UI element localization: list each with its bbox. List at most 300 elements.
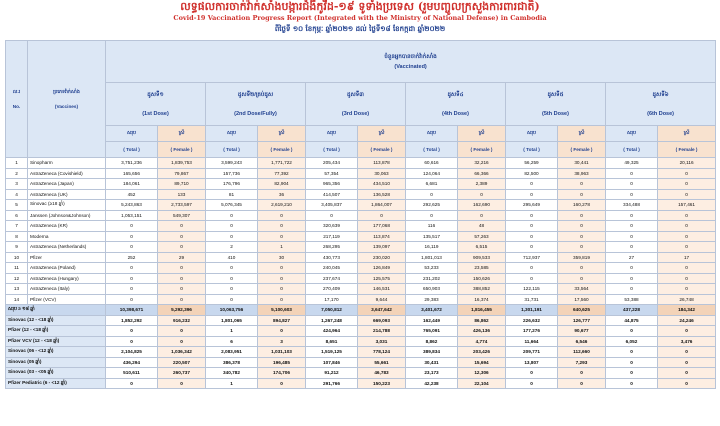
female-cell: 177,068 [358, 221, 406, 232]
female-cell: 0 [658, 273, 716, 284]
female-cell: 82,904 [258, 179, 306, 190]
total-cell: 240,045 [306, 263, 358, 274]
vaccine-name: Pfizer Pediatric (6 - <12 ឆ្នាំ) [6, 378, 106, 389]
female-cell: 1,031,103 [258, 347, 306, 358]
female-label-dose5: ស្រី [558, 126, 606, 142]
female-cell: 0 [258, 231, 306, 242]
total-cell: 7,050,812 [306, 305, 358, 316]
female-cell: 23,585 [458, 263, 506, 274]
total-cell: 0 [106, 242, 158, 253]
female-cell: 0 [158, 242, 206, 253]
female-cell: 778,124 [358, 347, 406, 358]
row-number: 5 [6, 200, 28, 211]
dose2-header: ដូសទី២/គ្រប់ដូស (2nd Dose/Fully) [206, 83, 306, 126]
female-cell: 86,862 [458, 315, 506, 326]
female-cell: 0 [558, 210, 606, 221]
table-row [6, 347, 716, 358]
total-cell: 1,801,013 [406, 252, 458, 263]
female-cell: 7,293 [558, 357, 606, 368]
female-cell: 17 [658, 252, 716, 263]
female-cell: 12,306 [458, 368, 506, 379]
female-label-en-dose6: ( Female ) [658, 142, 716, 158]
total-cell: 0 [206, 221, 258, 232]
total-cell: 965,356 [306, 179, 358, 190]
female-cell: 17,560 [558, 294, 606, 305]
total-cell: 2 [206, 242, 258, 253]
female-cell: 0 [558, 221, 606, 232]
female-cell: 24,246 [658, 315, 716, 326]
total-cell: 3,599,243 [206, 158, 258, 169]
total-cell: 8,862 [406, 336, 458, 347]
table-row [6, 336, 716, 347]
vaccine-name: AstraZeneca (UK) [28, 189, 106, 200]
total-cell: 0 [606, 179, 658, 190]
total-cell: 6,681 [406, 179, 458, 190]
dose5-header: ដូសទី៥ (5th Dose) [506, 83, 606, 126]
female-cell: 30,063 [358, 168, 406, 179]
total-cell: 44,875 [606, 315, 658, 326]
female-cell: 6,546 [558, 336, 606, 347]
female-cell: 214,788 [358, 326, 406, 337]
total-cell: 320,639 [306, 221, 358, 232]
female-cell: 1,771,722 [258, 158, 306, 169]
total-cell: 0 [406, 210, 458, 221]
row-number: 11 [6, 263, 28, 274]
total-cell: 1 [206, 326, 258, 337]
female-cell: 133 [158, 189, 206, 200]
table-row [6, 273, 716, 284]
total-cell: 0 [606, 242, 658, 253]
table-row [6, 284, 716, 295]
no-header: ល.រ No. [6, 41, 28, 158]
table-head [6, 41, 716, 158]
total-cell: 1,267,248 [306, 315, 358, 326]
female-cell: 5,100,603 [258, 305, 306, 316]
vaccine-name: Pfizer (12 - <18 ឆ្នាំ) [6, 326, 106, 337]
female-cell: 36 [258, 189, 306, 200]
female-cell: 0 [158, 231, 206, 242]
total-cell: 16,119 [406, 242, 458, 253]
total-cell: 0 [106, 378, 158, 389]
total-cell: 765,091 [406, 326, 458, 337]
female-cell: 230,020 [358, 252, 406, 263]
vaccine-name: AstraZeneca (Poland) [28, 263, 106, 274]
dose3-header: ដូសទី៣ (3rd Dose) [306, 83, 406, 126]
female-cell: 0 [658, 168, 716, 179]
total-cell: 0 [206, 284, 258, 295]
total-cell: 3,751,236 [106, 158, 158, 169]
row-number: 13 [6, 284, 28, 295]
total-cell: 0 [506, 189, 558, 200]
total-label-en-dose4: ( Total ) [406, 142, 458, 158]
female-cell: 162,690 [458, 200, 506, 211]
total-cell: 0 [506, 221, 558, 232]
female-cell: 434,510 [358, 179, 406, 190]
table-row [6, 168, 716, 179]
female-cell: 0 [658, 347, 716, 358]
total-cell: 0 [206, 263, 258, 274]
total-cell: 436,294 [106, 357, 158, 368]
total-cell: 1,053,151 [106, 210, 158, 221]
total-label-dose2: សរុប [206, 126, 258, 142]
female-cell: 125,575 [358, 273, 406, 284]
total-cell: 0 [306, 210, 358, 221]
total-cell: 162,449 [406, 315, 458, 326]
female-cell: 30 [258, 252, 306, 263]
row-number: 7 [6, 221, 28, 232]
total-cell: 0 [206, 210, 258, 221]
total-cell: 57,354 [306, 168, 358, 179]
total-cell: 1,852,292 [106, 315, 158, 326]
female-label-en-dose4: ( Female ) [458, 142, 506, 158]
female-cell: 0 [658, 284, 716, 295]
date-range: ពីថ្ងៃទី ១០ ខែកុម្ភៈ ឆ្នាំ២០២១ ដល់ ថ្ងៃទី១៨ ខែកក្កដា ឆ្នាំ២០២២ [274, 24, 446, 33]
total-cell: 165,656 [106, 168, 158, 179]
total-cell: 29,383 [406, 294, 458, 305]
title-khmer: លទ្ធផលការចាក់វ៉ាក់សាំងបង្ការជំងឺកូវីដ-១៩ ទូទាំងប្រទេស (រួមបញ្ចូលក្រសួងការពារជាតិ) [180, 0, 540, 13]
total-cell: 0 [606, 273, 658, 284]
total-cell: 0 [506, 242, 558, 253]
female-label-dose4: ស្រី [458, 126, 506, 142]
total-cell: 410 [206, 252, 258, 263]
total-label-en-dose2: ( Total ) [206, 142, 258, 158]
female-label-dose1: ស្រី [158, 126, 206, 142]
total-label-dose5: សរុប [506, 126, 558, 142]
female-cell: 33,564 [558, 284, 606, 295]
vaccine-name: AstraZeneca (Japan) [28, 179, 106, 190]
female-cell: 0 [658, 189, 716, 200]
report-header [0, 0, 720, 40]
female-cell: 77,392 [258, 168, 306, 179]
vaccine-name: សរុប ≥ ១៨ ឆ្នាំ [6, 305, 106, 316]
total-cell: 424,964 [306, 326, 358, 337]
total-cell: 386,378 [206, 357, 258, 368]
total-cell: 340,782 [206, 368, 258, 379]
total-cell: 27 [606, 252, 658, 263]
vaccine-name: AstraZeneca (KR) [28, 221, 106, 232]
total-cell: 122,115 [506, 284, 558, 295]
vaccine-name: Pfizer VCV (12 - <18 ឆ្នាំ) [6, 336, 106, 347]
row-number: 10 [6, 252, 28, 263]
total-label-dose6: សរុប [606, 126, 658, 142]
title-english: Covid-19 Vaccination Progress Report (Integrated with the Ministry of National Defense) in Cambodia [173, 14, 547, 22]
total-cell: 217,119 [306, 231, 358, 242]
total-cell: 0 [506, 263, 558, 274]
total-cell: 0 [606, 284, 658, 295]
total-cell: 1,519,125 [306, 347, 358, 358]
female-cell: 0 [558, 189, 606, 200]
female-cell: 894,827 [258, 315, 306, 326]
total-cell: 11,664 [506, 336, 558, 347]
female-cell: 669,093 [358, 315, 406, 326]
female-cell: 0 [158, 378, 206, 389]
female-cell: 16,374 [458, 294, 506, 305]
total-cell: 389,834 [406, 347, 458, 358]
total-cell: 0 [606, 168, 658, 179]
table-row [6, 242, 716, 253]
female-cell: 426,136 [458, 326, 506, 337]
female-cell: 184,342 [658, 305, 716, 316]
table-row [6, 326, 716, 337]
female-label-en-dose3: ( Female ) [358, 142, 406, 158]
vaccine-header: ប្រភេទវ៉ាក់សាំង (Vaccines) [28, 41, 106, 158]
table-row [6, 368, 716, 379]
total-cell: 0 [606, 357, 658, 368]
table-row [6, 357, 716, 368]
total-cell: 10,398,671 [106, 305, 158, 316]
female-cell: 260,737 [158, 368, 206, 379]
female-cell: 1,816,455 [458, 305, 506, 316]
female-cell: 196,485 [258, 357, 306, 368]
total-cell: 0 [106, 326, 158, 337]
total-cell: 650,903 [406, 284, 458, 295]
vaccine-name: Pfizer (VCV) [28, 294, 106, 305]
total-cell: 13,807 [506, 357, 558, 368]
total-cell: 0 [406, 189, 458, 200]
female-cell: 0 [558, 378, 606, 389]
total-cell: 0 [106, 231, 158, 242]
female-cell: 359,819 [558, 252, 606, 263]
female-cell: 3 [258, 336, 306, 347]
total-cell: 31,731 [506, 294, 558, 305]
total-cell: 0 [606, 210, 658, 221]
total-cell: 1 [206, 378, 258, 389]
total-cell: 0 [506, 378, 558, 389]
total-cell: 430,773 [306, 252, 358, 263]
female-label-en-dose1: ( Female ) [158, 142, 206, 158]
female-cell: 0 [158, 273, 206, 284]
table-body [6, 158, 716, 389]
female-cell: 90,677 [558, 326, 606, 337]
female-cell: 916,232 [158, 315, 206, 326]
dose1-header: ដូសទី១ (1st Dose) [106, 83, 206, 126]
dose6-header: ដូសទី៦ (6th Dose) [606, 83, 716, 126]
female-cell: 0 [258, 378, 306, 389]
vaccine-name: Sinovac (03 - <05 ឆ្នាំ) [6, 368, 106, 379]
vaccine-name: Pfizer [28, 252, 106, 263]
table-row [6, 210, 716, 221]
female-cell: 22,104 [458, 378, 506, 389]
female-cell: 32,216 [458, 158, 506, 169]
total-cell: 270,409 [306, 284, 358, 295]
total-cell: 295,649 [506, 200, 558, 211]
female-cell: 0 [558, 242, 606, 253]
female-cell: 46,783 [358, 368, 406, 379]
female-cell: 48 [458, 221, 506, 232]
female-cell: 113,878 [358, 158, 406, 169]
female-cell: 0 [458, 189, 506, 200]
vaccine-name: AstraZeneca (Netherlands) [28, 242, 106, 253]
total-cell: 176,796 [206, 179, 258, 190]
female-cell: 29 [158, 252, 206, 263]
total-label-en-dose1: ( Total ) [106, 142, 158, 158]
female-cell: 66,366 [458, 168, 506, 179]
total-cell: 268,295 [306, 242, 358, 253]
table-row [6, 315, 716, 326]
total-cell: 8,651 [306, 336, 358, 347]
total-cell: 42,238 [406, 378, 458, 389]
row-number: 9 [6, 242, 28, 253]
female-cell: 0 [158, 326, 206, 337]
total-cell: 1,801,065 [206, 315, 258, 326]
total-cell: 712,937 [506, 252, 558, 263]
female-cell: 150,223 [358, 378, 406, 389]
vaccine-name: AstraZeneca (Covishield) [28, 168, 106, 179]
table-row [6, 378, 716, 389]
total-cell: 0 [606, 263, 658, 274]
female-label-en-dose5: ( Female ) [558, 142, 606, 158]
female-cell: 0 [258, 326, 306, 337]
vaccination-table [5, 40, 716, 389]
female-cell: 0 [158, 221, 206, 232]
row-number: 12 [6, 273, 28, 284]
vaccine-name: Sinovac (12 - <18 ឆ្នាំ) [6, 315, 106, 326]
total-cell: 5,076,345 [206, 200, 258, 211]
total-cell: 0 [606, 368, 658, 379]
female-cell: 0 [658, 210, 716, 221]
female-cell: 203,426 [458, 347, 506, 358]
total-cell: 226,632 [506, 315, 558, 326]
total-cell: 334,488 [606, 200, 658, 211]
vaccine-name: Sinovac (06 - <12 ឆ្នាំ) [6, 347, 106, 358]
total-cell: 60,616 [406, 158, 458, 169]
total-cell: 252 [106, 252, 158, 263]
female-cell: 55,661 [358, 357, 406, 368]
female-cell: 6,515 [458, 242, 506, 253]
total-cell: 0 [506, 231, 558, 242]
total-cell: 0 [606, 189, 658, 200]
female-cell: 0 [258, 284, 306, 295]
total-cell: 0 [206, 273, 258, 284]
total-cell: 157,736 [206, 168, 258, 179]
vaccine-name: Moderna [28, 231, 106, 242]
total-cell: 292,625 [406, 200, 458, 211]
female-cell: 160,278 [558, 200, 606, 211]
table-row [6, 189, 716, 200]
female-cell: 0 [658, 263, 716, 274]
total-cell: 107,846 [306, 357, 358, 368]
female-cell: 2,389 [458, 179, 506, 190]
total-cell: 23,173 [406, 368, 458, 379]
total-cell: 0 [506, 179, 558, 190]
total-label-en-dose5: ( Total ) [506, 142, 558, 158]
total-cell: 205,434 [306, 158, 358, 169]
vaccine-name: AstraZeneca (Hungary) [28, 273, 106, 284]
female-cell: 0 [158, 284, 206, 295]
female-cell: 0 [658, 231, 716, 242]
total-cell: 17,170 [306, 294, 358, 305]
row-number: 6 [6, 210, 28, 221]
total-cell: 0 [506, 273, 558, 284]
table-row [6, 158, 716, 169]
row-number: 1 [6, 158, 28, 169]
vaccine-name: AstraZeneca (Italy) [28, 284, 106, 295]
female-cell: 126,849 [358, 263, 406, 274]
female-cell: 89,710 [158, 179, 206, 190]
female-cell: 0 [258, 221, 306, 232]
total-cell: 437,228 [606, 305, 658, 316]
female-cell: 220,507 [158, 357, 206, 368]
female-cell: 0 [258, 210, 306, 221]
female-cell: 0 [358, 210, 406, 221]
total-label-dose1: សរុប [106, 126, 158, 142]
total-cell: 56,259 [506, 158, 558, 169]
total-cell: 237,674 [306, 273, 358, 284]
total-cell: 231,202 [406, 273, 458, 284]
female-cell: 0 [458, 210, 506, 221]
female-cell: 0 [258, 273, 306, 284]
female-cell: 0 [558, 368, 606, 379]
table-row [6, 294, 716, 305]
female-cell: 0 [558, 273, 606, 284]
female-cell: 0 [558, 263, 606, 274]
total-cell: 510,611 [106, 368, 158, 379]
row-number: 14 [6, 294, 28, 305]
female-label-dose6: ស្រី [658, 126, 716, 142]
total-cell: 291,766 [306, 378, 358, 389]
total-cell: 0 [106, 263, 158, 274]
total-cell: 184,061 [106, 179, 158, 190]
female-cell: 26,748 [658, 294, 716, 305]
female-cell: 0 [158, 294, 206, 305]
female-cell: 3,476 [658, 336, 716, 347]
total-cell: 177,276 [506, 326, 558, 337]
total-cell: 0 [506, 210, 558, 221]
female-cell: 3,031 [358, 336, 406, 347]
female-cell: 0 [158, 336, 206, 347]
female-cell: 640,625 [558, 305, 606, 316]
female-cell: 0 [658, 378, 716, 389]
female-cell: 20,116 [658, 158, 716, 169]
total-cell: 0 [606, 378, 658, 389]
total-cell: 1,301,191 [506, 305, 558, 316]
female-cell: 157,461 [658, 200, 716, 211]
total-cell: 116 [406, 221, 458, 232]
female-cell: 139,097 [358, 242, 406, 253]
female-cell: 0 [658, 357, 716, 368]
female-cell: 112,660 [558, 347, 606, 358]
female-label-dose3: ស្រី [358, 126, 406, 142]
total-cell: 49,325 [606, 158, 658, 169]
total-label-dose3: សរុប [306, 126, 358, 142]
total-cell: 0 [606, 231, 658, 242]
female-label-dose2: ស្រី [258, 126, 306, 142]
female-cell: 0 [558, 231, 606, 242]
female-cell: 0 [658, 242, 716, 253]
female-cell: 4,774 [458, 336, 506, 347]
female-cell: 3,647,642 [358, 305, 406, 316]
total-cell: 0 [606, 221, 658, 232]
vaccine-name: Sinopharm [28, 158, 106, 169]
female-cell: 549,307 [158, 210, 206, 221]
total-cell: 0 [206, 294, 258, 305]
total-cell: 0 [106, 221, 158, 232]
total-cell: 2,104,825 [106, 347, 158, 358]
female-cell: 0 [658, 221, 716, 232]
dose4-header: ដូសទី៤ (4th Dose) [406, 83, 506, 126]
total-cell: 0 [506, 368, 558, 379]
female-cell: 1 [258, 242, 306, 253]
table-row [6, 305, 716, 316]
female-cell: 388,852 [458, 284, 506, 295]
total-cell: 0 [606, 347, 658, 358]
table-row [6, 200, 716, 211]
table-row [6, 221, 716, 232]
vaccinated-group-header: ចំនួនអ្នកបានចាក់វ៉ាក់សាំង (Vaccinated) [106, 41, 716, 83]
female-cell: 2,733,597 [158, 200, 206, 211]
vaccine-name: Janssen (Johnson&Johnson) [28, 210, 106, 221]
total-cell: 135,517 [406, 231, 458, 242]
